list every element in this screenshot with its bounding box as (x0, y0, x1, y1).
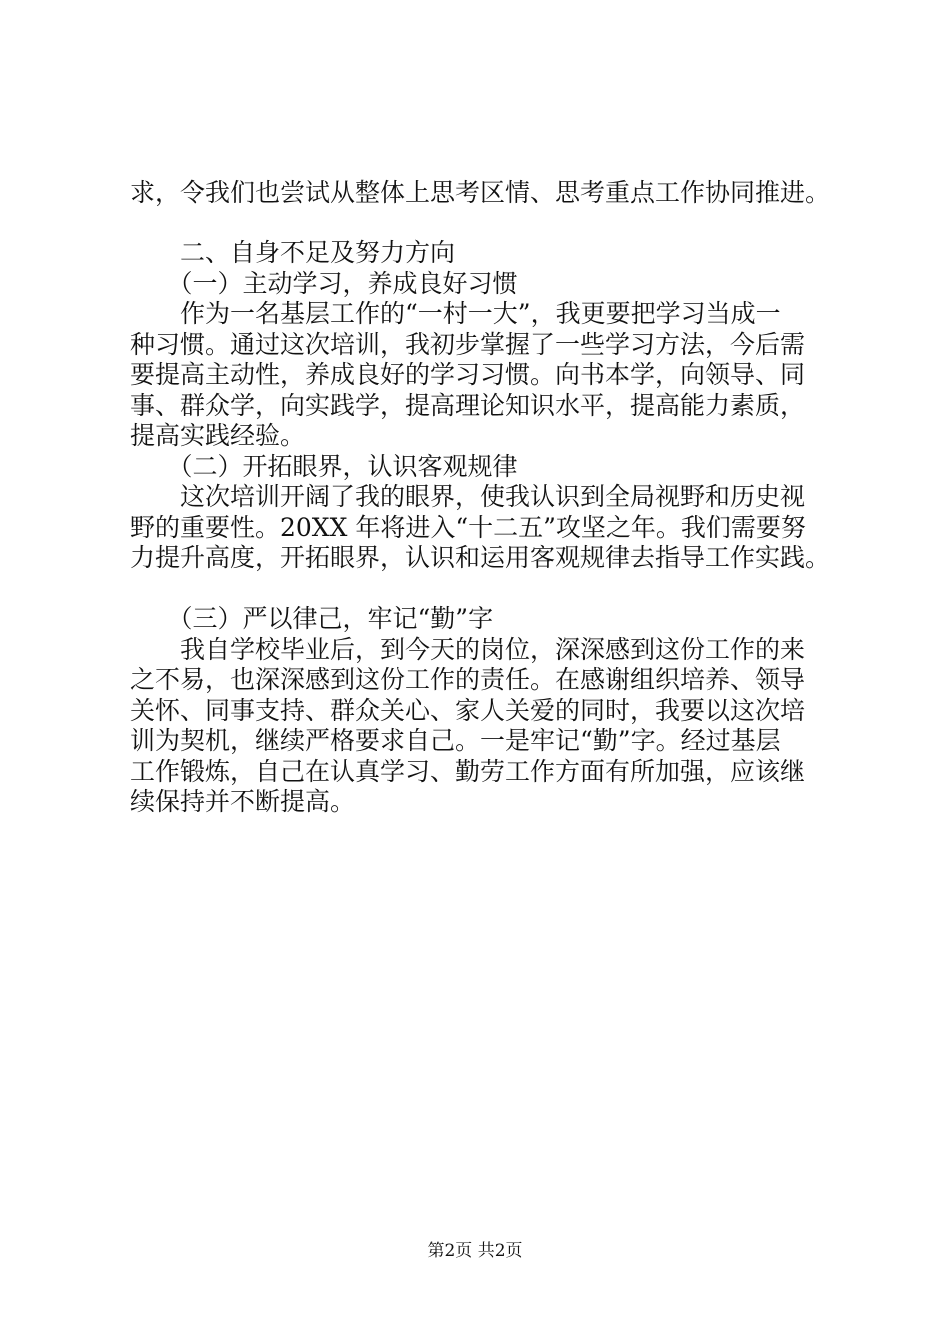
body-text-line: 事、群众学，向实践学，提高理论知识水平，提高能力素质， (130, 391, 806, 420)
body-text-line: 要提高主动性，养成良好的学习习惯。向书本学，向领导、同 (130, 360, 806, 389)
body-text-line: 关怀、同事支持、群众关心、家人关爱的同时，我要以这次培 (130, 696, 806, 725)
page-footer: 第2页 共2页 (427, 1241, 523, 1261)
body-text-line: 之不易，也深深感到这份工作的责任。在感谢组织培养、领导 (130, 665, 806, 694)
body-text-line: 续保持并不断提高。 (130, 787, 356, 816)
body-text-line: 我自学校毕业后，到今天的岗位，深深感到这份工作的来 (130, 635, 806, 664)
body-text-line: 这次培训开阔了我的眼界，使我认识到全局视野和历史视 (130, 482, 806, 511)
section-heading: 二、自身不足及努力方向 (130, 238, 456, 267)
body-text-line: 工作锻炼，自己在认真学习、勤劳工作方面有所加强，应该继 (130, 757, 806, 786)
subsection-heading: （一）主动学习，养成良好习惯 (130, 269, 518, 298)
body-text-line: 力提升高度，开拓眼界，认识和运用客观规律去指导工作实践。 (130, 543, 831, 572)
body-text-line: 求，令我们也尝试从整体上思考区情、思考重点工作协同推进。 (130, 178, 831, 207)
body-text-line: 提高实践经验。 (130, 421, 306, 450)
body-text-line: 种习惯。通过这次培训，我初步掌握了一些学习方法，今后需 (130, 330, 806, 359)
subsection-heading: （二）开拓眼界，认识客观规律 (130, 452, 518, 481)
body-text-line: 野的重要性。20XX 年将进入“十二五”攻坚之年。我们需要努 (130, 513, 806, 542)
body-text-line: 训为契机，继续严格要求自己。一是牢记“勤”字。经过基层 (130, 726, 781, 755)
body-text-line: 作为一名基层工作的“一村一大”，我更要把学习当成一 (130, 299, 781, 328)
subsection-heading: （三）严以律己，牢记“勤”字 (130, 604, 494, 633)
